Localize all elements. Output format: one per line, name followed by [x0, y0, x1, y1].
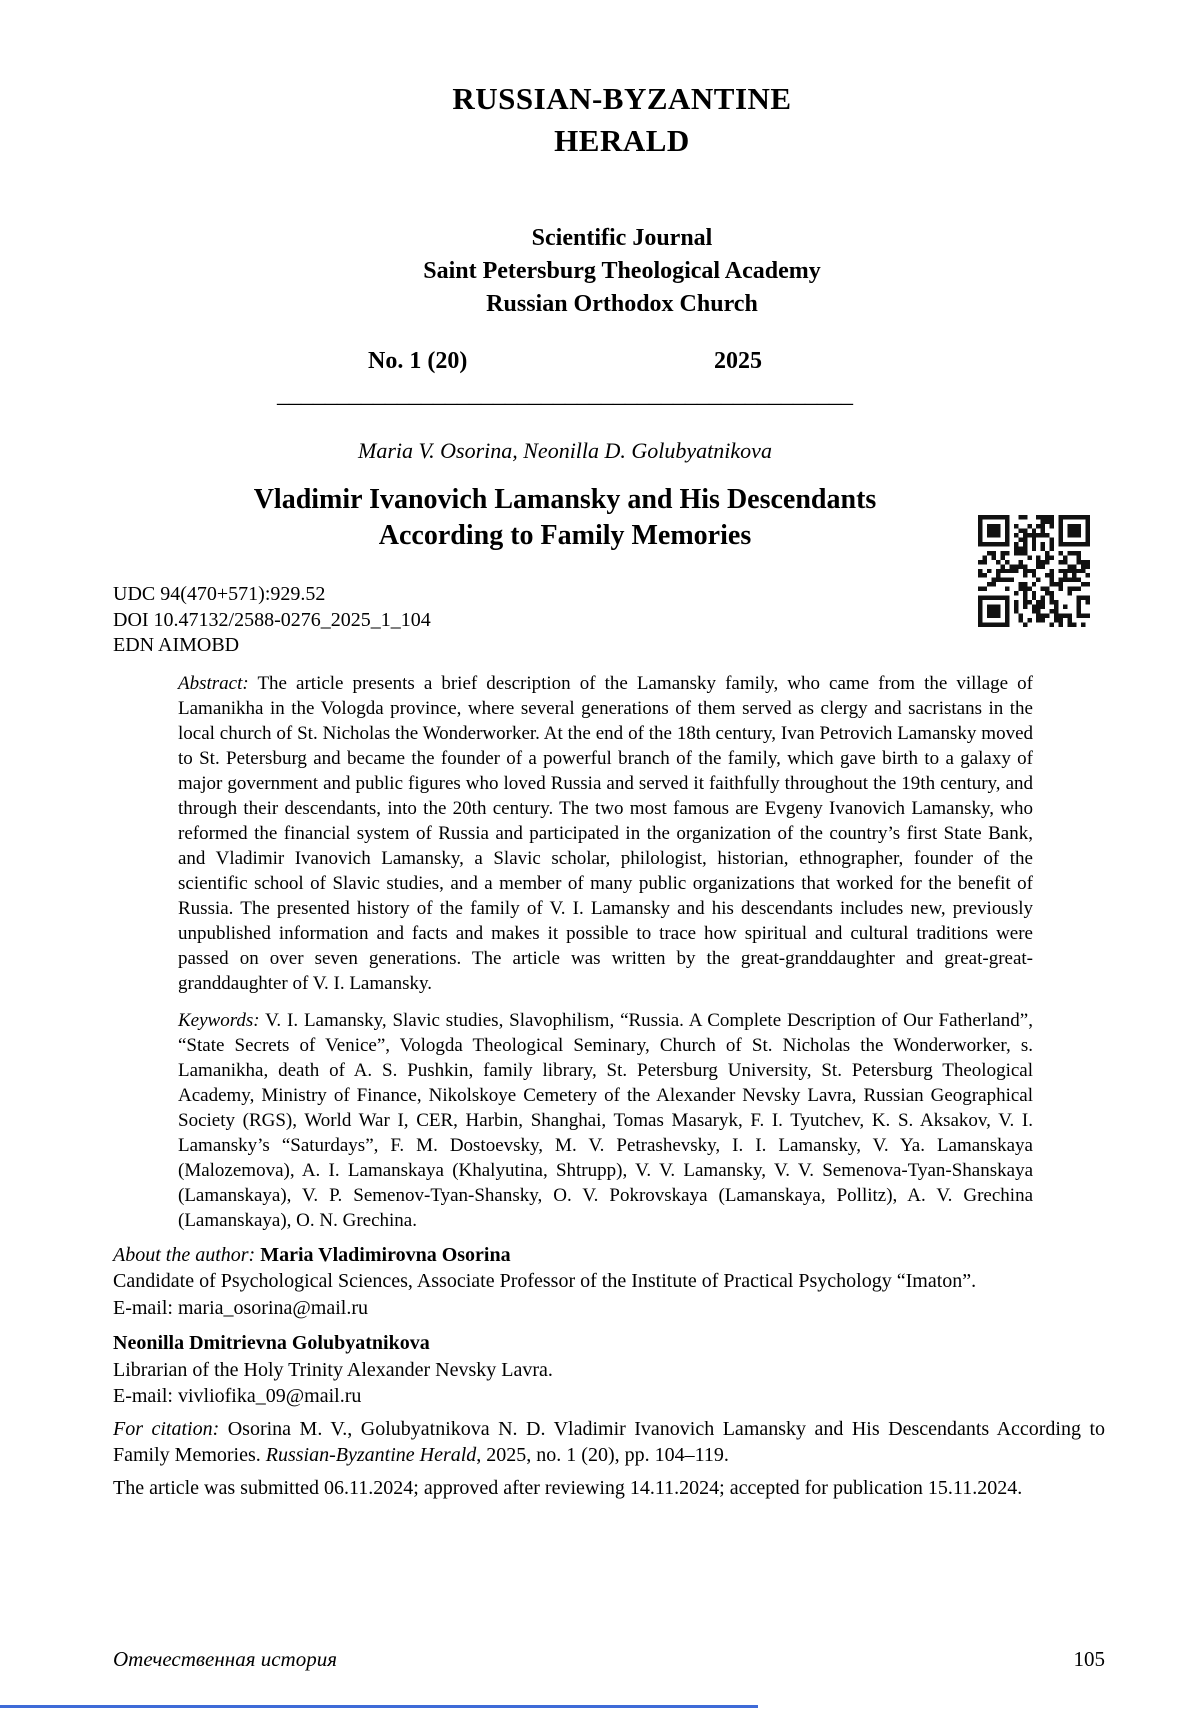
doi-code: DOI 10.47132/2588-0276_2025_1_104: [113, 608, 431, 631]
keywords-text: V. I. Lamansky, Slavic studies, Slavophilism, “Russia. A Complete Description of Our Fatherland”, “State Secrets of Venice”, Vologda Theological Seminary, Church of St. Nicholas the Wonderworker, s. Lamanikha, death of A. S. Pushkin, family library, St. Petersburg University, St. Petersburg Theological Academy, Ministry of Finance, Nikolskoye Cemetery of the Alexander Nevsky Lavra, Russian Geographical Society (RGS), World War I, CER, Harbin, Shanghai, Tomas Masaryk, F. I. Tyutchev, K. S. Aksakov, V. I. Lamansky’s “Saturdays”, F. M. Dostoevsky, M. V. Petrashevsky, I. I. Lamansky, V. Ya. Lamanskaya (Malozemova), A. I. Lamanskaya (Khalyutina, Shtrupp), V. V. Lamansky, V. V. Semenova-Tyan-Shanskaya (Lamanskaya), V. P. Semenov-Tyan-Shansky, O. V. Pokrovskaya (Lamanskaya, Pollitz), A. V. Grechina (Lamanskaya), O. N. Grechina.: [178, 1009, 1033, 1231]
author2-name: Neonilla Dmitrievna Golubyatnikova: [113, 1332, 430, 1354]
author2-email: E-mail: vivliofika_09@mail.ru: [113, 1385, 362, 1407]
keywords-paragraph: [178, 1008, 1033, 1233]
author1-name: Maria Vladimirovna Osorina: [260, 1243, 511, 1266]
article-authors: Maria V. Osorina, Neonilla D. Golubyatnikova: [358, 438, 772, 463]
journal-masthead: [126, 78, 1118, 321]
abstract-paragraph: [178, 671, 1033, 996]
author1-affiliation: Candidate of Psychological Sciences, Associate Professor of the Institute of Practical Psychology “Imaton”.: [113, 1270, 977, 1292]
divider-rule: ________________________________________________: [277, 382, 853, 408]
citation-text-after: , 2025, no. 1 (20), pp. 104–119.: [476, 1444, 729, 1466]
journal-subtitle-line3: Russian Orthodox Church: [486, 291, 758, 317]
udc-code: UDC 94(470+571):929.52: [113, 583, 326, 605]
citation-paragraph: [113, 1416, 1105, 1469]
footer-page-number: 105: [1073, 1647, 1105, 1671]
journal-title-line1: RUSSIAN-BYZANTINE: [452, 81, 792, 116]
bottom-accent-line: [0, 1705, 758, 1708]
author1-email: E-mail: maria_osorina@mail.ru: [113, 1296, 369, 1319]
about-author-block-2: [113, 1330, 1105, 1410]
journal-title: [126, 78, 1118, 162]
issue-and-title-group: [113, 345, 1105, 554]
citation-journal-name: Russian-Byzantine Herald: [265, 1444, 477, 1466]
footer-section-title: Отечественная история: [113, 1647, 337, 1671]
issue-year: 2025: [714, 348, 762, 374]
journal-subtitle-line1: Scientific Journal: [531, 225, 713, 251]
keywords-label: Keywords:: [178, 1009, 260, 1031]
page-footer: [113, 1647, 1105, 1672]
issue-number: No. 1 (20): [368, 348, 468, 374]
journal-subtitle-line2: Saint Petersburg Theological Academy: [423, 258, 821, 284]
journal-title-line2: HERALD: [554, 123, 690, 158]
abstract-label: Abstract:: [178, 672, 249, 694]
journal-subtitle: [126, 222, 1118, 321]
article-identifiers: [113, 582, 1105, 659]
qr-code: [978, 515, 1090, 627]
article-title-line2: According to Family Memories: [378, 520, 752, 551]
citation-label: For citation:: [113, 1417, 220, 1440]
author2-affiliation: Librarian of the Holy Trinity Alexander Nevsky Lavra.: [113, 1358, 553, 1381]
submission-dates: The article was submitted 06.11.2024; approved after reviewing 14.11.2024; accepted for publication 15.11.2024.: [113, 1476, 1023, 1499]
abstract-text: The article presents a brief description of the Lamansky family, who came from the village of Lamanikha in the Vologda province, where several generations of them served as clergy and sacristans in the local church of St. Nicholas the Wonderworker. At the end of the 18th century, Ivan Petrovich Lamansky moved to St. Petersburg and became the founder of a powerful branch of the family, which gave birth to a galaxy of major government and public figures who loved Russia and served it faithfully throughout the 19th century, and through their descendants, into the 20th century. The two most famous are Evgeny Ivanovich Lamansky, who reformed the financial system of Russia and participated in the organization of the country’s first State Bank, and Vladimir Ivanovich Lamansky, a Slavic scholar, philologist, historian, ethnographer, founder of the scientific school of Slavic studies, and a member of many public organizations that worked for the benefit of Russia. The presented history of the family of V. I. Lamansky and his descendants includes new, previously unpublished information and facts and makes it possible to trace how spiritual and cultural traditions were passed on over seven generations. The article was written by the great-granddaughter and great-great-granddaughter of V. I. Lamansky.: [178, 672, 1033, 994]
article-title-line1: Vladimir Ivanovich Lamansky and His Descendants: [253, 484, 877, 515]
issue-row: [275, 345, 855, 378]
edn-code: EDN AIMOBD: [113, 634, 240, 656]
about-author-block-1: [113, 1242, 1105, 1322]
article-title: [113, 482, 1017, 554]
citation-text-before: Osorina M. V., Golubyatnikova N. D. Vladimir Ivanovich Lamansky and His Descendants According to Family Memories.: [113, 1417, 1106, 1466]
about-author-label: About the author:: [113, 1243, 256, 1266]
